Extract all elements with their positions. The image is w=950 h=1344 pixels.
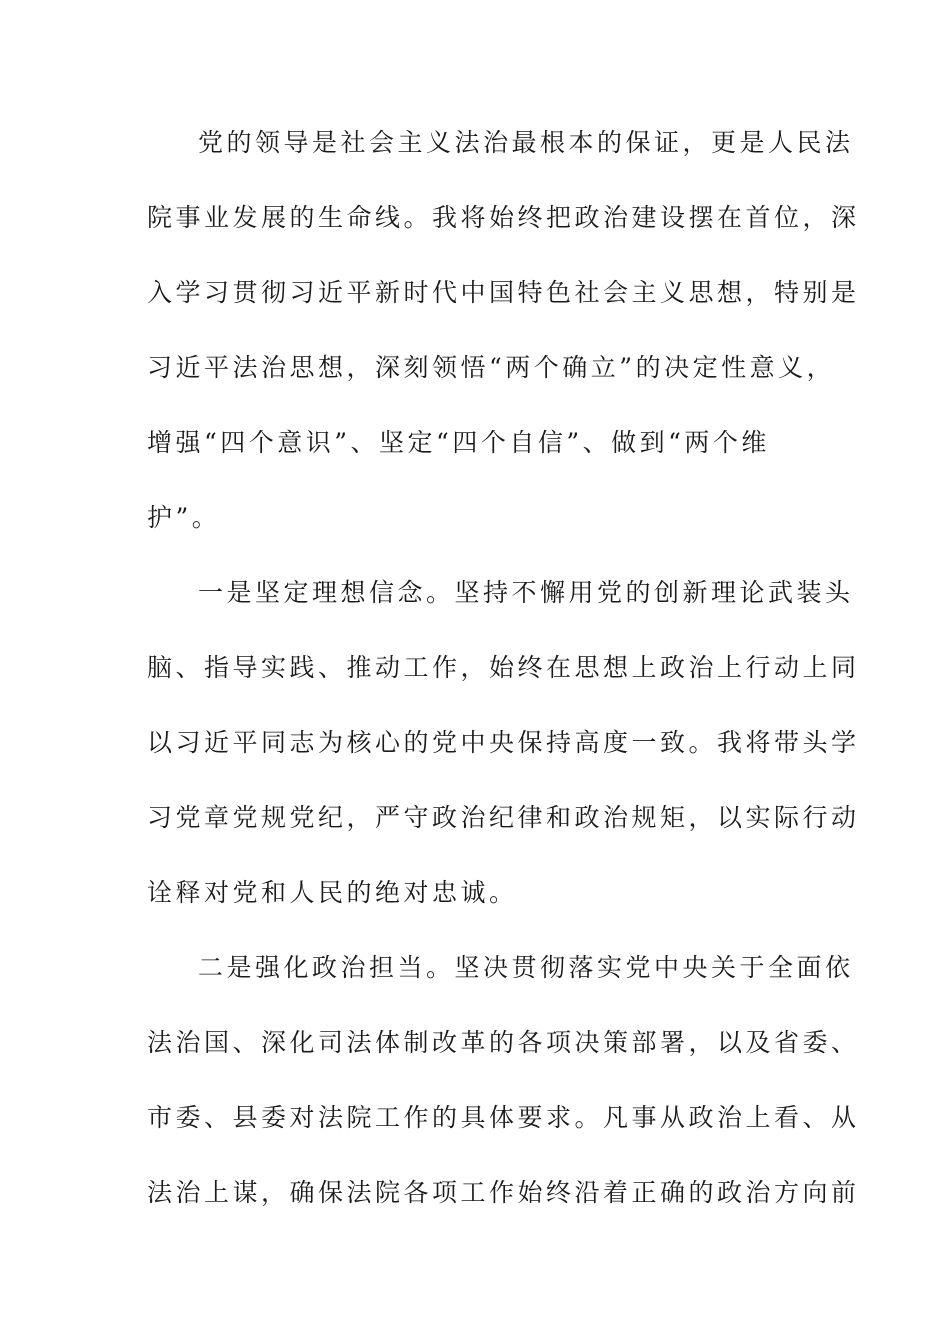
paragraph-line: 护”。 [147, 503, 221, 532]
paragraph-line: 法治上谋，确保法院各项工作始终沿着正确的政治方向前 [147, 1178, 860, 1207]
paragraph-line: 习近平法治思想，深刻领悟“两个确立”的决定性意义， [147, 353, 836, 382]
paragraph-party-leadership [147, 117, 860, 567]
paragraph-line: 党的领导是社会主义法治最根本的保证，更是人民法 [198, 128, 854, 157]
paragraph-political-responsibility [147, 942, 860, 1242]
paragraph-line: 诠释对党和人民的绝对忠诚。 [147, 878, 518, 907]
paragraph-line: 脑、指导实践、推动工作，始终在思想上政治上行动上同 [147, 653, 860, 682]
paragraph-line: 一是坚定理想信念。坚持不懈用党的创新理论武装头 [198, 578, 854, 607]
paragraph-line: 入学习贯彻习近平新时代中国特色社会主义思想，特别是 [147, 278, 860, 307]
paragraph-ideals-beliefs [147, 567, 860, 942]
paragraph-line: 习党章党规党纪，严守政治纪律和政治规矩，以实际行动 [147, 803, 860, 832]
paragraph-line: 院事业发展的生命线。我将始终把政治建设摆在首位，深 [147, 203, 860, 232]
document-body [147, 117, 860, 1242]
paragraph-line: 二是强化政治担当。坚决贯彻落实党中央关于全面依 [198, 953, 854, 982]
paragraph-line: 法治国、深化司法体制改革的各项决策部署，以及省委、 [147, 1028, 860, 1057]
paragraph-line: 增强“四个意识”、坚定“四个自信”、做到“两个维 [147, 428, 770, 457]
paragraph-line: 以习近平同志为核心的党中央保持高度一致。我将带头学 [147, 728, 860, 757]
paragraph-line: 市委、县委对法院工作的具体要求。凡事从政治上看、从 [147, 1103, 860, 1132]
